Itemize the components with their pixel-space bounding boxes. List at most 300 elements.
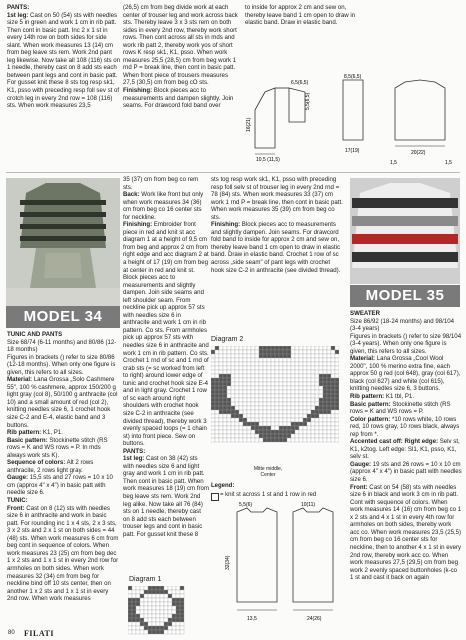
paragraph [350, 393, 462, 401]
grid-cell [267, 418, 271, 422]
grid-cell [287, 366, 291, 370]
tunic-photo [6, 178, 120, 308]
section-heading: TUNIC AND PANTS [7, 331, 63, 338]
grid-cell [263, 414, 267, 418]
grid-cell [251, 438, 255, 442]
section-heading: PANTS: [123, 447, 146, 455]
grid-cell [279, 422, 283, 426]
grid-cell [303, 366, 307, 370]
grid-cell [315, 394, 319, 398]
grid-cell [180, 598, 184, 602]
grid-cell [315, 382, 319, 386]
grid-cell [247, 346, 251, 350]
grid-cell [215, 374, 219, 378]
grid-cell [251, 358, 255, 362]
grid-cell [235, 382, 239, 386]
grid-cell [255, 358, 259, 362]
label-bold: Finishing: [123, 221, 153, 229]
grid-cell [235, 398, 239, 402]
grid-cell [251, 386, 255, 390]
grid-cell [283, 350, 287, 354]
grid-cell [223, 374, 227, 378]
grid-cell [311, 366, 315, 370]
grid-cell [231, 430, 235, 434]
grid-cell [299, 422, 303, 426]
grid-cell [315, 378, 319, 382]
grid-cell [311, 406, 315, 410]
grid-cell [128, 590, 132, 594]
grid-cell [287, 398, 291, 402]
grid-cell [335, 366, 339, 370]
schem-label: 32(34) [225, 555, 231, 570]
grid-cell [259, 350, 263, 354]
paragraph [350, 416, 462, 439]
grid-cell [227, 378, 231, 382]
legend-swatch [211, 493, 219, 501]
grid-cell [243, 430, 247, 434]
grid-cell [331, 398, 335, 402]
grid-cell [311, 434, 315, 438]
grid-cell [251, 406, 255, 410]
grid-cell [279, 366, 283, 370]
grid-cell [275, 354, 279, 358]
grid-cell [259, 430, 263, 434]
grid-cell [144, 610, 148, 614]
grid-cell [319, 358, 323, 362]
grid-cell [239, 438, 243, 442]
grid-cell [259, 438, 263, 442]
grid-cell [315, 414, 319, 418]
grid-cell [263, 346, 267, 350]
grid-cell [223, 378, 227, 382]
pants-schematic-top [245, 70, 465, 170]
grid-cell [319, 350, 323, 354]
grid-cell [319, 354, 323, 358]
grid-cell [211, 430, 215, 434]
grid-cell [239, 414, 243, 418]
grid-cell [271, 422, 275, 426]
grid-cell [235, 386, 239, 390]
grid-cell [180, 586, 184, 590]
grid-cell [243, 378, 247, 382]
grid-cell [319, 398, 323, 402]
grid-cell [295, 438, 299, 442]
grid-cell [323, 346, 327, 350]
grid-cell [263, 398, 267, 402]
grid-cell [243, 390, 247, 394]
grid-cell [235, 374, 239, 378]
grid-cell [323, 394, 327, 398]
grid-cell [319, 390, 323, 394]
grid-cell [219, 426, 223, 430]
grid-cell [275, 394, 279, 398]
body-text: K1, P1. [41, 429, 63, 437]
grid-cell [279, 358, 283, 362]
grid-cell [235, 406, 239, 410]
grid-cell [283, 422, 287, 426]
grid-cell [211, 354, 215, 358]
grid-cell [271, 386, 275, 390]
grid-cell [132, 594, 136, 598]
label-bold: 1st leg: [7, 11, 29, 19]
schem-label: 5,5(6,5) [305, 92, 311, 110]
grid-cell [128, 594, 132, 598]
grid-cell [235, 414, 239, 418]
grid-cell [176, 590, 180, 594]
grid-cell [283, 370, 287, 374]
grid-cell [323, 354, 327, 358]
grid-cell [140, 622, 144, 626]
grid-cell [303, 410, 307, 414]
grid-cell [311, 394, 315, 398]
grid-cell [235, 362, 239, 366]
grid-cell [156, 590, 160, 594]
label-bold: 1st leg: [123, 455, 145, 463]
grid-cell [323, 426, 327, 430]
divider [6, 172, 460, 173]
grid-cell [279, 374, 283, 378]
grid-cell [156, 610, 160, 614]
grid-cell [259, 426, 263, 430]
grid-cell [295, 358, 299, 362]
grid-cell [307, 386, 311, 390]
grid-cell [219, 362, 223, 366]
grid-cell [279, 370, 283, 374]
publisher-logo: FILATI [24, 629, 54, 638]
grid-cell [156, 626, 160, 630]
grid-cell [291, 438, 295, 442]
grid-cell [271, 394, 275, 398]
grid-cell [223, 430, 227, 434]
grid-cell [291, 386, 295, 390]
model-34-col-1 [7, 331, 120, 631]
grid-cell [231, 378, 235, 382]
schem-label: 24(26) [307, 616, 322, 622]
grid-cell [319, 430, 323, 434]
grid-cell [255, 382, 259, 386]
grid-cell [327, 366, 331, 370]
grid-cell [215, 354, 219, 358]
sweater-schematic [211, 502, 349, 637]
grid-cell [172, 622, 176, 626]
grid-cell [215, 398, 219, 402]
grid-cell [323, 390, 327, 394]
grid-cell [315, 362, 319, 366]
grid-cell [255, 418, 259, 422]
label-bold: Color pattern: [350, 415, 391, 423]
grid-cell [319, 422, 323, 426]
grid-cell [299, 418, 303, 422]
grid-cell [211, 406, 215, 410]
grid-cell [291, 414, 295, 418]
grid-cell [279, 430, 283, 434]
grid-cell [219, 378, 223, 382]
grid-cell [136, 626, 140, 630]
grid-cell [335, 362, 339, 366]
grid-cell [319, 434, 323, 438]
grid-cell [287, 358, 291, 362]
grid-cell [275, 422, 279, 426]
grid-cell [132, 590, 136, 594]
grid-cell [136, 610, 140, 614]
grid-cell [219, 374, 223, 378]
diagram-2-title: Diagram 2 [211, 336, 244, 343]
grid-cell [180, 602, 184, 606]
grid-cell [295, 434, 299, 438]
grid-cell [219, 430, 223, 434]
grid-cell [140, 602, 144, 606]
grid-cell [323, 398, 327, 402]
grid-cell [303, 346, 307, 350]
grid-cell [267, 366, 271, 370]
grid-cell [160, 630, 164, 634]
page-number: 80 [8, 630, 15, 636]
legend-text: = knit st across 1 st and 1 row in red [220, 492, 317, 498]
grid-cell [215, 438, 219, 442]
grid-cell [247, 410, 251, 414]
grid-cell [247, 438, 251, 442]
grid-cell [331, 370, 335, 374]
grid-cell [331, 438, 335, 442]
grid-cell [295, 410, 299, 414]
grid-cell [152, 598, 156, 602]
grid-cell [319, 378, 323, 382]
grid-cell [323, 374, 327, 378]
grid-cell [279, 378, 283, 382]
grid-cell [327, 438, 331, 442]
grid-cell [315, 354, 319, 358]
grid-cell [172, 598, 176, 602]
label-bold: Gauge: [350, 460, 371, 468]
grid-cell [223, 390, 227, 394]
grid-cell [168, 586, 172, 590]
grid-cell [331, 350, 335, 354]
grid-cell [319, 402, 323, 406]
grid-cell [271, 358, 275, 362]
body-text: Work like front but only when work measures 34 (36) cm from beg co 16 center sts for neckline. [123, 191, 204, 221]
grid-cell [291, 430, 295, 434]
grid-cell [303, 390, 307, 394]
grid-cell [176, 614, 180, 618]
grid-cell [239, 374, 243, 378]
grid-cell [311, 438, 315, 442]
grid-cell [291, 358, 295, 362]
model-35-label: MODEL 35 [350, 285, 460, 307]
grid-cell [307, 430, 311, 434]
grid-cell [323, 386, 327, 390]
grid-cell [243, 426, 247, 430]
grid-cell [303, 422, 307, 426]
grid-cell [283, 362, 287, 366]
grid-cell [307, 422, 311, 426]
top-col-1 [7, 4, 120, 170]
body-text: Lana Grossa „Cool Wool 2000", 100 % merino extra fine, each approx 50 g red (col 648), gray (col 617), black (col 627) and white (col 615), knitting needles size 6, 3 buttons. [350, 355, 461, 393]
grid-cell [287, 386, 291, 390]
grid-cell [303, 374, 307, 378]
grid-cell [299, 402, 303, 406]
grid-cell [223, 370, 227, 374]
paragraph [7, 339, 120, 354]
grid-cell [255, 374, 259, 378]
grid-cell [235, 438, 239, 442]
grid-cell [259, 354, 263, 358]
paragraph [245, 4, 363, 27]
grid-cell [231, 370, 235, 374]
grid-cell [235, 366, 239, 370]
grid-cell [295, 426, 299, 430]
grid-cell [307, 434, 311, 438]
grid-cell [152, 586, 156, 590]
grid-cell [331, 362, 335, 366]
grid-cell [271, 350, 275, 354]
grid-cell [231, 354, 235, 358]
label-bold: Rib pattern: [7, 429, 42, 437]
grid-cell [231, 422, 235, 426]
grid-cell [251, 434, 255, 438]
grid-cell [176, 626, 180, 630]
grid-cell [255, 346, 259, 350]
grid-cell [335, 430, 339, 434]
paragraph [123, 176, 209, 191]
diagram-2-grid [211, 346, 339, 446]
grid-cell [136, 594, 140, 598]
grid-cell [136, 598, 140, 602]
grid-cell [331, 378, 335, 382]
grid-cell [215, 394, 219, 398]
grid-cell [239, 390, 243, 394]
grid-cell [247, 422, 251, 426]
grid-cell [271, 378, 275, 382]
body-text: Cast on 8 (12) sts with needles size 6 in anthracite and work in basic patt. For rounding inc 1 x 4 sts, 2 x 3 sts, 3 x 2 sts and 2 x 1 st on both sides = 44 (48) sts. When work measures 6 cm from beg cont in sequence of colors. When work measures 23 (25) cm from beg dec 1 x 2 sts and 1 x 1 st in every 2nd row for armholes on both sides. When work measures 32 (34) cm from beg for neckline bind off 10 sts center, then on another 1 x 2 sts and 1 x 1 st in every 2nd row. When work measures [7, 504, 119, 603]
grid-cell [176, 594, 180, 598]
grid-cell [303, 418, 307, 422]
grid-cell [291, 354, 295, 358]
grid-cell [315, 410, 319, 414]
grid-cell [287, 390, 291, 394]
grid-cell [279, 418, 283, 422]
grid-cell [211, 358, 215, 362]
grid-cell [319, 406, 323, 410]
schem-label: 13,5 [247, 616, 257, 622]
grid-cell [215, 386, 219, 390]
grid-cell [231, 386, 235, 390]
grid-cell [223, 426, 227, 430]
grid-cell [211, 346, 215, 350]
grid-cell [168, 618, 172, 622]
grid-cell [315, 418, 319, 422]
grid-cell [259, 386, 263, 390]
body-text: Lana Grossa „Solo Cashmere 55", 100 % cashmere, approx 150/200 g light gray (col 8), 50/100 g anthracite (col 10) and a small amount of red (col 2), knitting needles size 6, 1 crochet hook size C-2 and E-4, elastic band and 3 buttons. [7, 376, 118, 429]
grid-cell [299, 358, 303, 362]
grid-cell [223, 422, 227, 426]
grid-cell [223, 362, 227, 366]
grid-cell [291, 394, 295, 398]
grid-cell [291, 346, 295, 350]
grid-cell [152, 630, 156, 634]
grid-cell [335, 354, 339, 358]
grid-cell [172, 618, 176, 622]
grid-cell [247, 430, 251, 434]
grid-cell [235, 358, 239, 362]
grid-cell [247, 350, 251, 354]
grid-cell [303, 426, 307, 430]
grid-cell [331, 366, 335, 370]
grid-cell [295, 398, 299, 402]
grid-cell [331, 406, 335, 410]
body-text: Figures in brackets () refer to size 80/86 (12-18 months). When only one figure is given, this refers to all sizes. [7, 353, 116, 376]
grid-cell [331, 410, 335, 414]
paragraph [350, 461, 462, 484]
grid-cell [247, 406, 251, 410]
paragraph [123, 4, 240, 87]
grid-cell [215, 366, 219, 370]
grid-cell [263, 362, 267, 366]
grid-cell [315, 374, 319, 378]
grid-cell [327, 362, 331, 366]
grid-cell [148, 586, 152, 590]
grid-cell [132, 630, 136, 634]
grid-cell [164, 618, 168, 622]
grid-cell [263, 430, 267, 434]
grid-cell [259, 434, 263, 438]
grid-cell [128, 598, 132, 602]
grid-cell [271, 354, 275, 358]
label-bold: Material: [7, 376, 33, 384]
grid-cell [319, 414, 323, 418]
grid-cell [279, 414, 283, 418]
grid-cell [299, 386, 303, 390]
grid-cell [291, 402, 295, 406]
grid-cell [303, 398, 307, 402]
grid-cell [168, 610, 172, 614]
grid-cell [267, 426, 271, 430]
grid-cell [168, 626, 172, 630]
grid-cell [259, 366, 263, 370]
grid-cell [327, 378, 331, 382]
grid-cell [303, 394, 307, 398]
grid-cell [295, 346, 299, 350]
grid-cell [295, 386, 299, 390]
grid-cell [231, 390, 235, 394]
grid-cell [172, 602, 176, 606]
grid-cell [235, 370, 239, 374]
grid-cell [255, 434, 259, 438]
grid-cell [128, 618, 132, 622]
schem-label: 10,5 (11,5) [256, 157, 280, 163]
grid-cell [283, 354, 287, 358]
model-35-col [350, 310, 462, 636]
grid-cell [303, 378, 307, 382]
grid-cell [311, 426, 315, 430]
body-text: Size 86/92 (18-24 months) and 98/104 (3-4 years) [350, 317, 455, 333]
grid-cell [172, 630, 176, 634]
grid-cell [132, 598, 136, 602]
grid-cell [243, 386, 247, 390]
grid-cell [255, 402, 259, 406]
grid-cell [323, 350, 327, 354]
grid-cell [271, 430, 275, 434]
grid-cell [152, 626, 156, 630]
grid-cell [132, 626, 136, 630]
grid-cell [176, 610, 180, 614]
grid-cell [180, 618, 184, 622]
grid-cell [299, 426, 303, 430]
grid-cell [227, 426, 231, 430]
grid-cell [243, 434, 247, 438]
grid-cell [239, 398, 243, 402]
grid-cell [223, 410, 227, 414]
grid-cell [295, 362, 299, 366]
